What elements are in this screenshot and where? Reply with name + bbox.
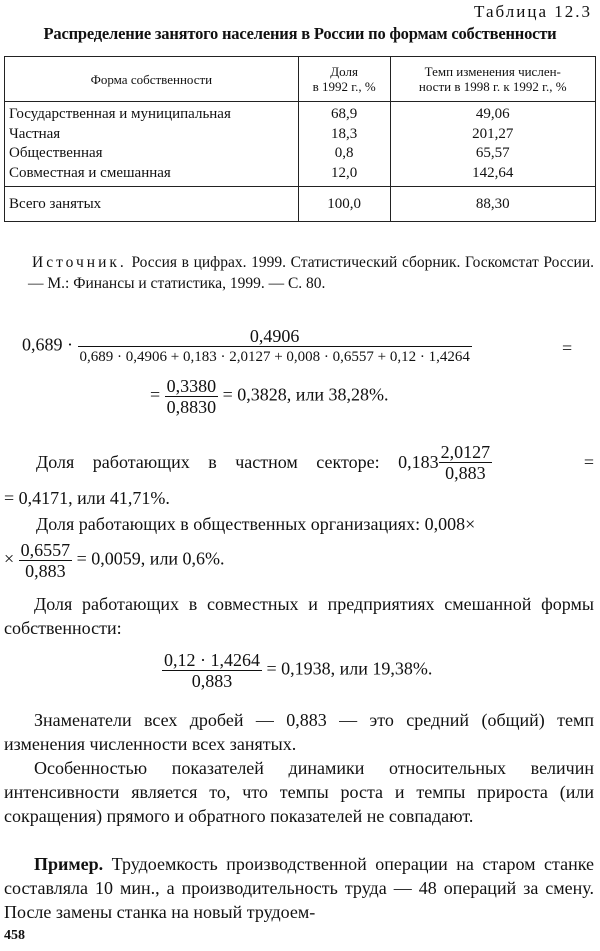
source-text: Россия в цифрах. 1999. Статистический сборник. Госкомстат России. — М.: Финансы и статистика, 1999. — С. 80.	[28, 254, 594, 292]
form-name: Совместная и смешанная	[9, 164, 171, 181]
formula-state-share	[22, 326, 472, 367]
formula-result: = 0,0059, или 0,6%.	[76, 548, 225, 569]
total-rate: 88,30	[390, 187, 595, 222]
formula-equals: =	[150, 384, 161, 405]
header-share-line1: Доля	[330, 64, 358, 79]
form-name: Государственная и муниципальная	[9, 106, 231, 122]
mixed-sector-formula	[162, 650, 432, 691]
formula-equals: =	[583, 452, 594, 472]
ownership-table	[4, 56, 596, 222]
public-org-text: Доля работающих в общественных организациях: 0,008×	[36, 514, 476, 534]
fraction-denominator: 0,883	[162, 670, 262, 691]
form-name: Частная	[9, 125, 61, 142]
fraction-denominator: 0,883	[19, 560, 73, 581]
header-share-line2: в 1992 г., %	[312, 79, 376, 94]
fraction-denominator: 0,689 · 0,4906 + 0,183 · 2,0127 + 0,008 · 0,6557 + 0,12 · 1,4264	[78, 346, 472, 367]
source-label: Источник.	[32, 254, 127, 271]
formula-result: = 0,1938, или 19,38%.	[266, 658, 433, 679]
public-org-formula	[4, 540, 225, 581]
paragraph-denominators: Знаменатели всех дробей — 0,883 — это средний (общий) темп изменения численности всех занятых.	[4, 710, 594, 754]
formula-coef: 0,689 ·	[22, 334, 73, 355]
table-tag: Таблица 12.3	[474, 2, 592, 21]
total-label: Всего занятых	[5, 187, 299, 222]
rate-value: 201,27	[472, 125, 514, 142]
formula-equals: =	[562, 338, 573, 358]
formula-fraction	[165, 376, 219, 417]
rate-cell	[390, 102, 595, 187]
private-sector-line	[36, 442, 594, 483]
rate-value: 65,57	[475, 145, 510, 161]
fraction-numerator: 0,3380	[166, 376, 217, 396]
table-header-row	[5, 57, 596, 102]
formula-state-result	[150, 376, 389, 417]
paragraph-dynamics: Особенностью показателей динамики относительных величин интенсивности является то, что темпы роста и темпы прироста (или сокращения) прямого и обратного показателей не совпадают.	[4, 758, 594, 826]
private-sector-result: = 0,4171, или 41,71%.	[4, 488, 170, 508]
formula-fraction	[439, 442, 493, 483]
share-value: 0,8	[334, 145, 354, 161]
fraction-numerator: 0,6557	[20, 540, 71, 560]
header-rate-line2: ности в 1998 г. к 1992 г., %	[418, 79, 567, 94]
fraction-numerator: 0,12 · 1,4264	[164, 650, 260, 670]
header-share	[298, 57, 390, 102]
example-text: Трудоемкость производственной операции на старом станке составляла 10 мин., а производительность труда — 48 операций за смену. После замены станка на новый трудоем-	[4, 854, 594, 922]
share-cell	[298, 102, 390, 187]
table-body-row	[5, 102, 596, 187]
fraction-numerator: 0,4906	[249, 326, 300, 346]
form-name: Общественная	[9, 145, 103, 161]
header-form: Форма собственности	[5, 57, 299, 102]
page-number: 458	[4, 928, 25, 943]
fraction-denominator: 0,8830	[166, 397, 217, 417]
fraction-numerator: 2,0127	[440, 442, 491, 462]
formula-fraction	[78, 326, 472, 367]
rate-value: 142,64	[472, 164, 514, 181]
header-rate	[390, 57, 595, 102]
total-share: 100,0	[298, 187, 390, 222]
table-title: Распределение занятого населения в России по формам собственности	[43, 24, 557, 43]
share-value: 12,0	[331, 164, 358, 181]
table-total-row	[5, 187, 596, 222]
header-rate-line1: Темп изменения числен-	[424, 64, 561, 79]
fraction-denominator: 0,883	[439, 462, 493, 483]
times-sign: ×	[4, 548, 15, 569]
form-cell	[5, 102, 299, 187]
example-label: Пример.	[34, 854, 104, 874]
private-sector-text: Доля работающих в частном секторе: 0,183	[36, 452, 439, 472]
rate-value: 49,06	[475, 106, 510, 122]
formula-result: = 0,3828, или 38,28%.	[222, 384, 389, 405]
formula-fraction	[162, 650, 262, 691]
share-value: 18,3	[331, 125, 358, 142]
formula-fraction	[19, 540, 73, 581]
paragraph-example	[4, 852, 594, 924]
mixed-sector-text: Доля работающих в совместных и предприятиях смешанной формы собственности:	[4, 594, 594, 638]
share-value: 68,9	[331, 106, 358, 122]
table-source	[28, 252, 594, 294]
